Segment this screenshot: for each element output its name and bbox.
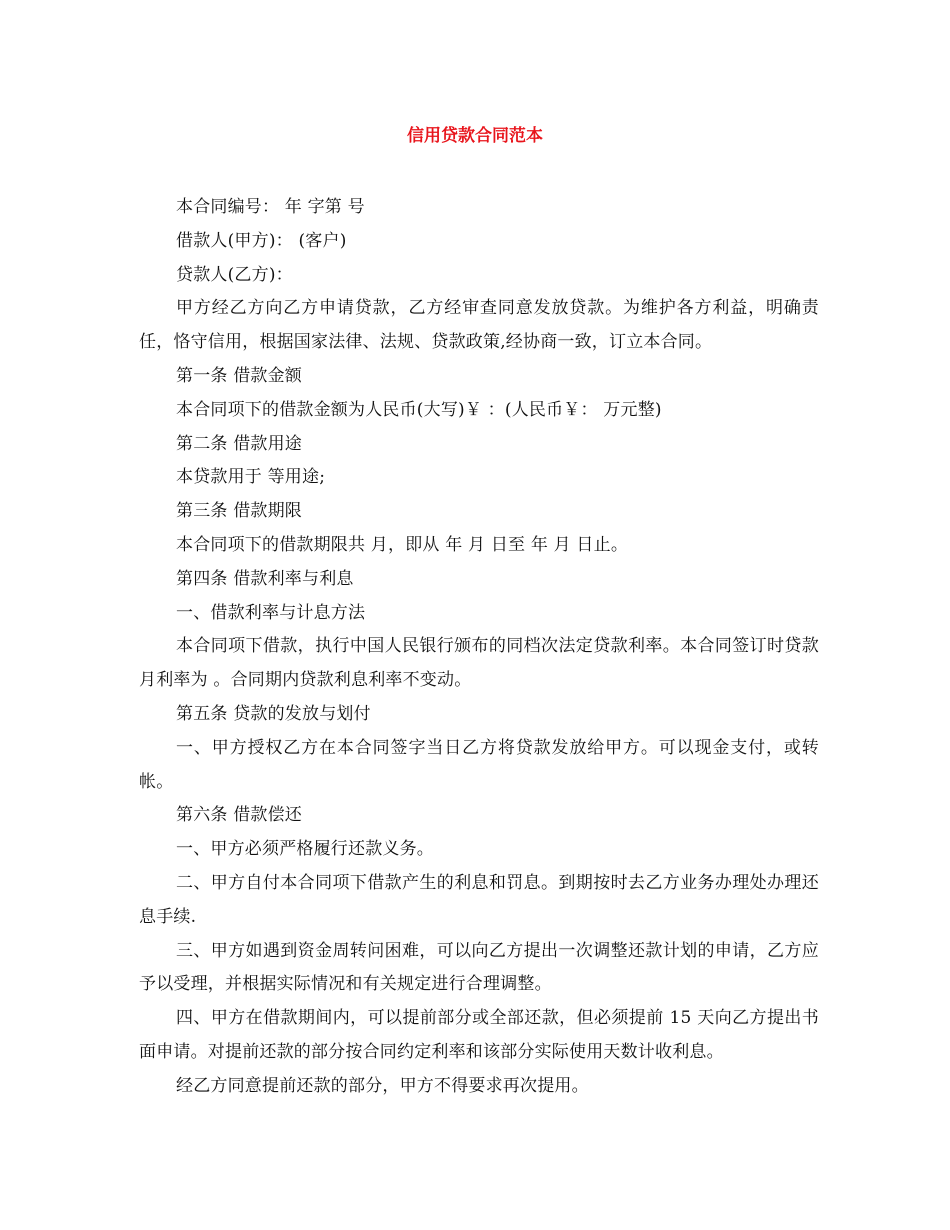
article-4-heading: 第四条 借款利率与利息 [176,568,354,589]
article-6-clause-4: 四、甲方在借款期间内，可以提前部分或全部还款，但必须提前 15 天向乙方提出书面申请。对提前还款的部分按合同约定利率和该部分实际使用天数计收利息。 [139,1008,819,1062]
document-body [139,191,819,1104]
article-1-text: 本合同项下的借款金额为人民币(大写)￥ ：(人民币￥： 万元整) [176,399,662,420]
article-6-clause-3: 三、甲方如遇到资金周转问困难，可以向乙方提出一次调整还款计划的申请，乙方应予以受理，并根据实际情况和有关规定进行合理调整。 [139,940,819,995]
article-6-clause-1: 一、甲方必须严格履行还款义务。 [176,839,434,860]
article-5-clause-1: 一、甲方授权乙方在本合同签字当日乙方将贷款发放给甲方。可以现金支付，或转帐。 [139,737,819,792]
article-6-heading: 第六条 借款偿还 [176,805,303,826]
article-6-clause-2: 二、甲方自付本合同项下借款产生的利息和罚息。到期按时去乙方业务办理处办理还息手续. [139,872,819,927]
article-2-heading: 第二条 借款用途 [176,433,303,454]
article-6-note: 经乙方同意提前还款的部分，甲方不得要求再次提用。 [176,1075,589,1096]
article-5-heading: 第五条 贷款的发放与划付 [176,703,371,724]
article-1-heading: 第一条 借款金额 [176,365,303,386]
preamble-paragraph: 甲方经乙方向乙方申请贷款，乙方经审查同意发放贷款。为维护各方利益，明确责任，恪守信用，根据国家法律、法规、贷款政策,经协商一致，订立本合同。 [139,298,819,353]
document-title: 信用贷款合同范本 [407,126,543,146]
article-2-text: 本贷款用于 等用途; [176,467,326,488]
lender-line: 贷款人(乙方)： [176,264,293,285]
article-4-text: 本合同项下借款，执行中国人民银行颁布的同档次法定贷款利率。本合同签订时贷款月利率为 。合同期内贷款利息利率不变动。 [139,636,819,691]
borrower-line: 借款人(甲方)： (客户) [176,230,347,251]
article-3-heading: 第三条 借款期限 [176,501,303,522]
contract-number-line: 本合同编号： 年 字第 号 [176,197,365,217]
article-4-subheading: 一、借款利率与计息方法 [176,602,366,623]
article-3-text: 本合同项下的借款期限共 月，即从 年 月 日至 年 月 日止。 [176,534,629,555]
